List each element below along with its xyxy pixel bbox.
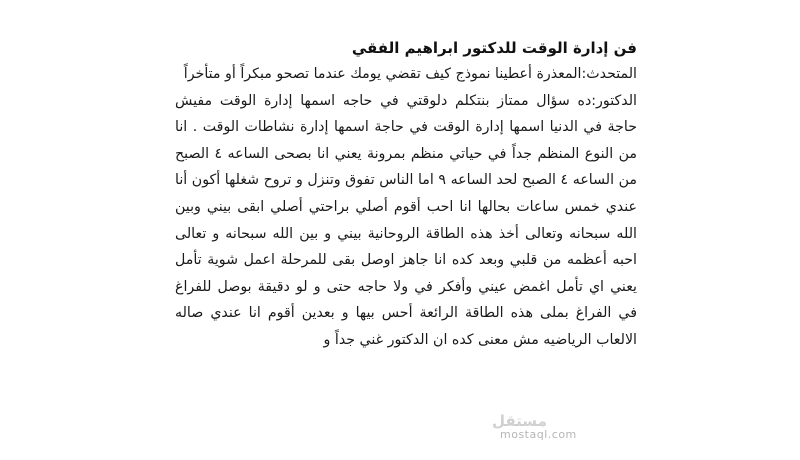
speaker-paragraph: المتحدث:المعذرة أعطينا نموذج كيف تقضي يومك عندما تصحو مبكراً أو متأخراً: [183, 66, 637, 82]
watermark-url: mostaql.com: [500, 428, 577, 441]
watermark-logo: مستقل: [492, 412, 547, 430]
document-page: [175, 32, 637, 354]
document-title: فن إدارة الوقت للدكتور ابراهيم الفقي: [351, 39, 637, 57]
doctor-paragraph: الدكتور:ده سؤال ممتاز بنتكلم دلوقتي في حاجه اسمها إدارة الوقت مفيش حاجة في الدنيا اسمها إدارة الوقت في حاجة اسمها إدارة نشاطات الوقت . انا من النوع المنظم جداً في حياتي منظم بمرونة يعني انا بصحى الساعه ٤ الصبح من الساعه ٤ الصبح لحد الساعه ٩ اما الناس تفوق وتنزل و تروح شغلها أكون أنا عندي خمس ساعات بحالها انا احب أقوم أصلي براحتي أصلي ابقى بيني وبين الله سبحانه وتعالى أخذ هذه الطاقة الروحانية بيني و بين الله سبحانه و تعالى احبه أعظمه من قلبي وبعد كده انا جاهز اوصل بقى للمرحلة اعمل شوية تأمل يعني اي تأمل اغمض عيني وأفكر في ولا حاجه حتى و لو دقيقة بوصل للفراغ في الفراغ بملى هذه الطاقة الرائعة أحس بيها و بعدين أقوم انا عندي صاله الالعاب الرياضيه مش معنى كده ان الدكتور غني جداً و: [175, 92, 637, 348]
